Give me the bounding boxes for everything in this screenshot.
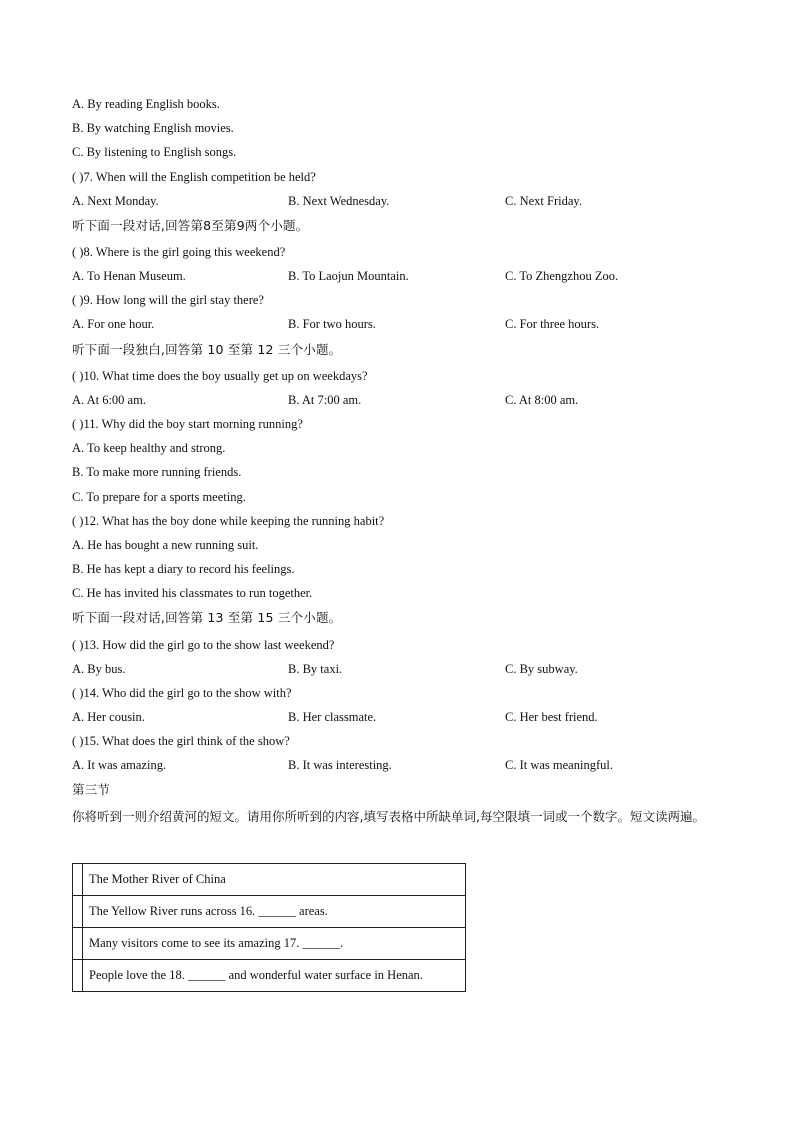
table-row xyxy=(73,896,466,928)
table-cell: The Yellow River runs across 16. ______ areas. xyxy=(83,896,466,928)
q12-option-c: C. He has invited his classmates to run together. xyxy=(72,586,313,600)
part3-instructions: 你将听到一则介绍黄河的短文。请用你所听到的内容,填写表格中所缺单词,每空限填一词或一个数字。短文读两遍。 xyxy=(72,809,705,824)
q12-question: ( )12. What has the boy done while keeping the running habit? xyxy=(72,514,385,528)
q15-question: ( )15. What does the girl think of the show? xyxy=(72,734,290,748)
q11-option-a: A. To keep healthy and strong. xyxy=(72,441,226,455)
q10-option-b: B. At 7:00 am. xyxy=(288,393,362,407)
q15-option-b: B. It was interesting. xyxy=(288,758,392,772)
section-heading-13-15: 听下面一段对话,回答第 13 至第 15 三个小题。 xyxy=(72,610,342,625)
q14-question: ( )14. Who did the girl go to the show with? xyxy=(72,686,292,700)
q14-option-c: C. Her best friend. xyxy=(505,710,598,724)
yellow-river-table xyxy=(72,863,466,992)
q11-question: ( )11. Why did the boy start morning running? xyxy=(72,417,303,431)
q14-option-a: A. Her cousin. xyxy=(72,710,145,724)
q7-question: ( )7. When will the English competition be held? xyxy=(72,170,316,184)
q8-option-b: B. To Laojun Mountain. xyxy=(288,269,409,283)
q12-option-b: B. He has kept a diary to record his feelings. xyxy=(72,562,295,576)
section-heading-8-9: 听下面一段对话,回答第8至第9两个小题。 xyxy=(72,218,309,233)
section-heading-10-12: 听下面一段独白,回答第 10 至第 12 三个小题。 xyxy=(72,342,342,357)
table-row xyxy=(73,928,466,960)
q13-option-b: B. By taxi. xyxy=(288,662,343,676)
q7-option-b: B. Next Wednesday. xyxy=(288,194,390,208)
q10-option-a: A. At 6:00 am. xyxy=(72,393,146,407)
part3-title: 第三节 xyxy=(72,782,111,797)
table-cell: Many visitors come to see its amazing 17. ______. xyxy=(83,928,466,960)
q14-option-b: B. Her classmate. xyxy=(288,710,377,724)
q15-option-a: A. It was amazing. xyxy=(72,758,167,772)
q15-option-c: C. It was meaningful. xyxy=(505,758,613,772)
q9-option-c: C. For three hours. xyxy=(505,317,600,331)
q9-option-a: A. For one hour. xyxy=(72,317,155,331)
q7-option-a: A. Next Monday. xyxy=(72,194,159,208)
q8-question: ( )8. Where is the girl going this weekend? xyxy=(72,245,286,259)
q6-option-a: A. By reading English books. xyxy=(72,97,220,111)
table-cell: The Mother River of China xyxy=(83,864,466,896)
table-row xyxy=(73,960,466,992)
q12-option-a: A. He has bought a new running suit. xyxy=(72,538,259,552)
q9-option-b: B. For two hours. xyxy=(288,317,376,331)
q6-option-c: C. By listening to English songs. xyxy=(72,145,237,159)
q11-option-c: C. To prepare for a sports meeting. xyxy=(72,490,246,504)
table-row xyxy=(73,864,466,896)
q8-option-a: A. To Henan Museum. xyxy=(72,269,186,283)
q10-option-c: C. At 8:00 am. xyxy=(505,393,579,407)
q7-option-c: C. Next Friday. xyxy=(505,194,582,208)
q9-question: ( )9. How long will the girl stay there? xyxy=(72,293,264,307)
q11-option-b: B. To make more running friends. xyxy=(72,465,242,479)
q8-option-c: C. To Zhengzhou Zoo. xyxy=(505,269,619,283)
q10-question: ( )10. What time does the boy usually get up on weekdays? xyxy=(72,369,368,383)
q13-question: ( )13. How did the girl go to the show last weekend? xyxy=(72,638,335,652)
q13-option-c: C. By subway. xyxy=(505,662,578,676)
q13-option-a: A. By bus. xyxy=(72,662,126,676)
q6-option-b: B. By watching English movies. xyxy=(72,121,234,135)
table-cell: People love the 18. ______ and wonderful water surface in Henan. xyxy=(83,960,466,992)
